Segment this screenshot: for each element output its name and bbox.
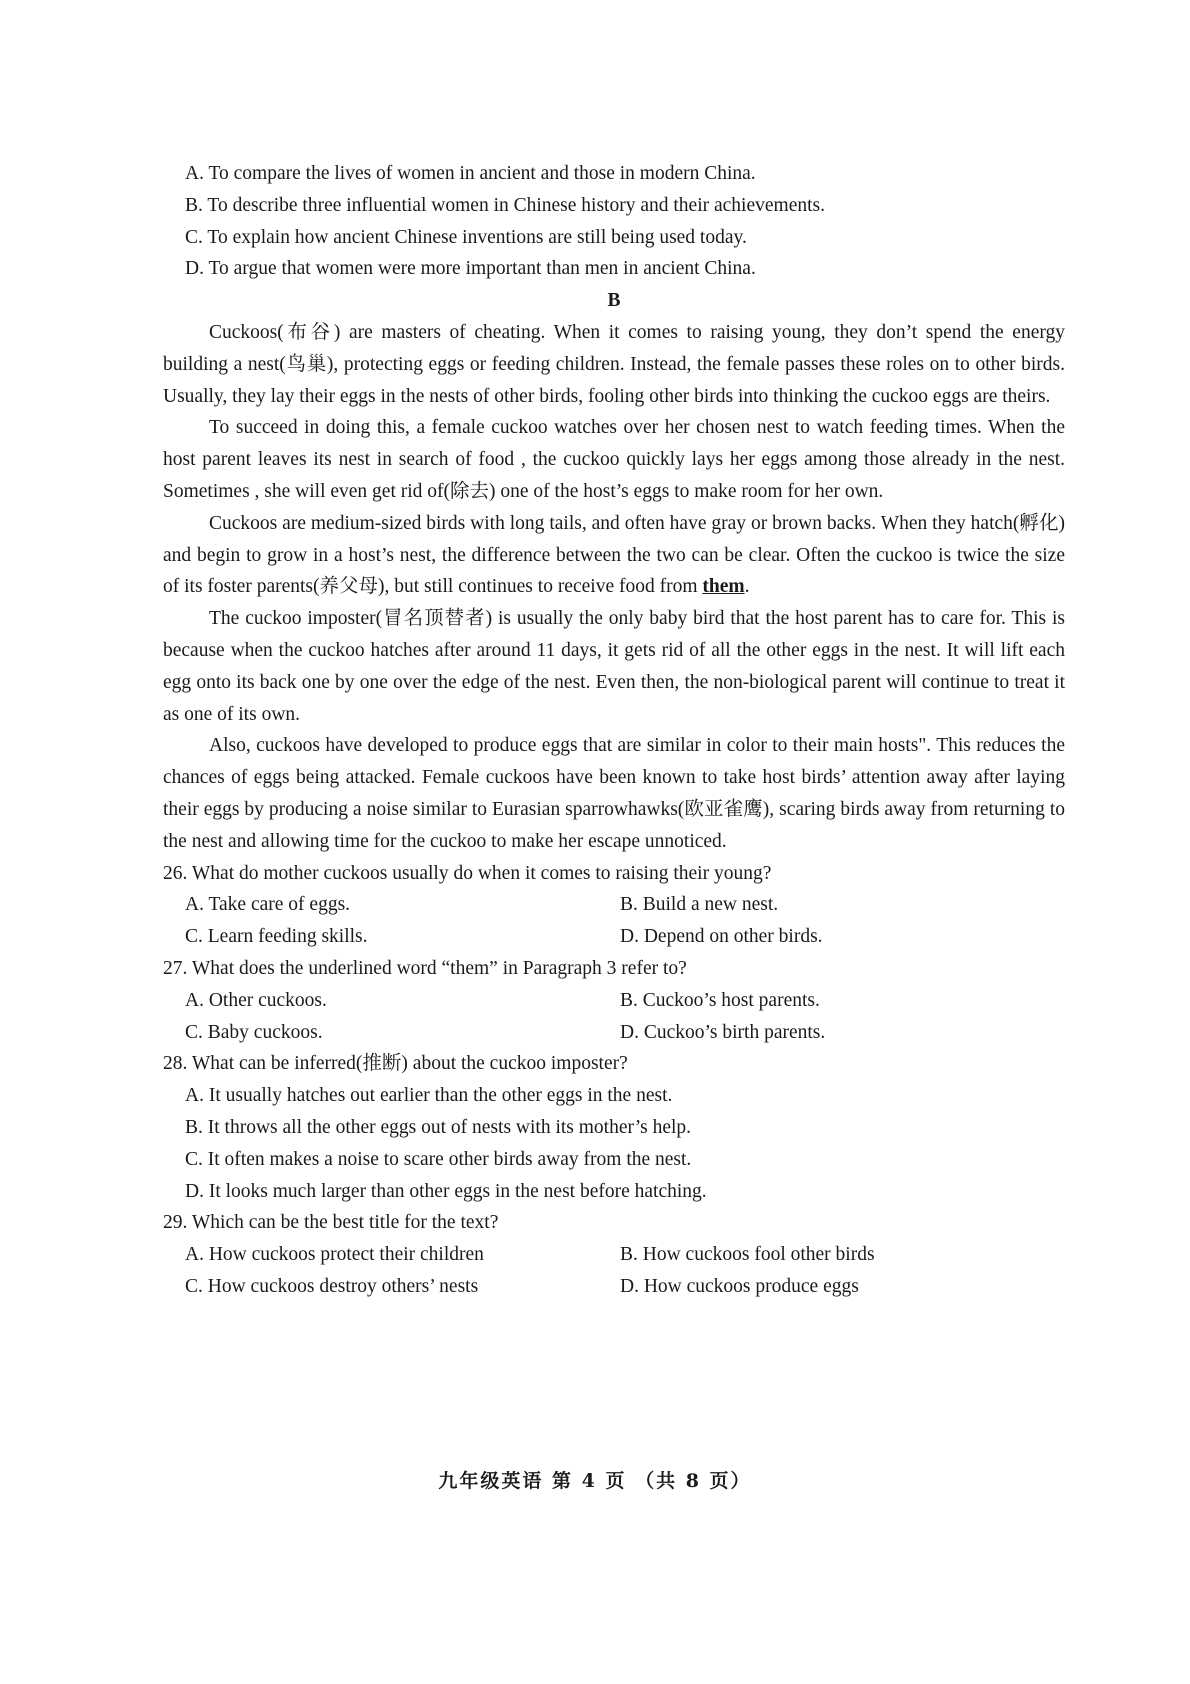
paragraph-3 — [163, 508, 1065, 603]
option-d: D. How cuckoos produce eggs — [620, 1275, 859, 1297]
paragraph-3-text: Cuckoos are medium-sized birds with long tails, and often have gray or brown backs. When they hatch(孵化) and begin to grow in a host’s nest, the difference between the two can be clear. Often the cuckoo is twice the size of its foster parents(养父母), but still continues to receive food from — [163, 512, 1065, 598]
option-d: D. Depend on other birds. — [620, 926, 823, 948]
underlined-word: them — [702, 576, 745, 598]
option-c: C. How cuckoos destroy others’ nests — [185, 1275, 479, 1297]
option-d: D. To argue that women were more important than men in ancient China. — [185, 258, 756, 280]
paragraph-1: Cuckoos(布谷) are masters of cheating. When it comes to raising young, they don’t spend the energy building a nest(鸟巢), protecting eggs or feeding children. Instead, the female passes these roles on to other birds. Usually, they lay their eggs in the nests of other birds, fooling other birds into thinking the cuckoo eggs are theirs. — [163, 321, 1065, 407]
option-row — [185, 921, 1065, 953]
option-a: A. Take care of eggs. — [185, 894, 351, 916]
previous-question-options — [163, 158, 1065, 285]
option-c: C. Baby cuckoos. — [185, 1021, 323, 1043]
option-d: D. It looks much larger than other eggs in the nest before hatching. — [185, 1180, 707, 1202]
question-28 — [163, 1048, 1065, 1207]
option-row — [185, 985, 1065, 1017]
option-a: A. It usually hatches out earlier than the other eggs in the nest. — [185, 1085, 673, 1107]
option-b: B. How cuckoos fool other birds — [620, 1244, 875, 1266]
option-c: C. It often makes a noise to scare other birds away from the nest. — [185, 1148, 692, 1170]
section-label: B — [607, 290, 621, 312]
option-b: B. It throws all the other eggs out of nests with its mother’s help. — [185, 1116, 692, 1138]
option-a: A. Other cuckoos. — [185, 989, 327, 1011]
page-footer: 九年级英语 第 4 页 （共 8 页） — [438, 1470, 752, 1492]
question-stem: 26. What do mother cuckoos usually do when it comes to raising their young? — [163, 862, 772, 884]
paragraph-5: Also, cuckoos have developed to produce eggs that are similar in color to their main hosts". This reduces the chances of eggs being attacked. Female cuckoos have been known to take host birds’ attention away after laying their eggs by producing a noise similar to Eurasian sparrowhawks(欧亚雀鹰), scaring birds away from returning to the nest and allowing time for the cuckoo to make her escape unnoticed. — [163, 735, 1065, 852]
paragraph-4: The cuckoo imposter(冒名顶替者) is usually the only baby bird that the host parent has to care for. This is because when the cuckoo hatches after around 11 days, it gets rid of all the other eggs in the nest. It will lift each egg onto its back one by one over the edge of the nest. Even then, the non-biological parent will continue to treat it as one of its own. — [163, 608, 1065, 725]
paragraph-2: To succeed in doing this, a female cuckoo watches over her chosen nest to watch feeding times. When the host parent leaves its nest in search of food , the cuckoo quickly lays her eggs among those already in the nest. Sometimes , she will even get rid of(除去) one of the host’s eggs to make room for her own. — [163, 417, 1065, 502]
paragraph-3-end: . — [744, 576, 750, 598]
question-stem: 27. What does the underlined word “them” in Paragraph 3 refer to? — [163, 957, 687, 979]
option-b: B. Build a new nest. — [620, 894, 779, 916]
question-29 — [163, 1207, 1065, 1302]
option-row — [185, 1239, 1065, 1271]
reading-passage — [163, 317, 1065, 858]
option-row — [185, 1017, 1065, 1049]
question-26 — [163, 858, 1065, 953]
option-a: A. To compare the lives of women in ancient and those in modern China. — [185, 163, 756, 184]
question-stem: 29. Which can be the best title for the text? — [163, 1212, 499, 1234]
option-row — [185, 889, 1065, 921]
option-a: A. How cuckoos protect their children — [185, 1244, 484, 1266]
option-b: B. To describe three influential women in Chinese history and their achievements. — [185, 194, 825, 216]
question-stem: 28. What can be inferred(推断) about the cuckoo imposter? — [163, 1053, 628, 1075]
option-d: D. Cuckoo’s birth parents. — [620, 1021, 826, 1043]
option-c: C. To explain how ancient Chinese inventions are still being used today. — [185, 226, 747, 248]
page-content — [163, 158, 1065, 1303]
option-c: C. Learn feeding skills. — [185, 926, 368, 948]
question-27 — [163, 953, 1065, 1048]
option-b: B. Cuckoo’s host parents. — [620, 989, 820, 1011]
option-row — [185, 1271, 1065, 1303]
